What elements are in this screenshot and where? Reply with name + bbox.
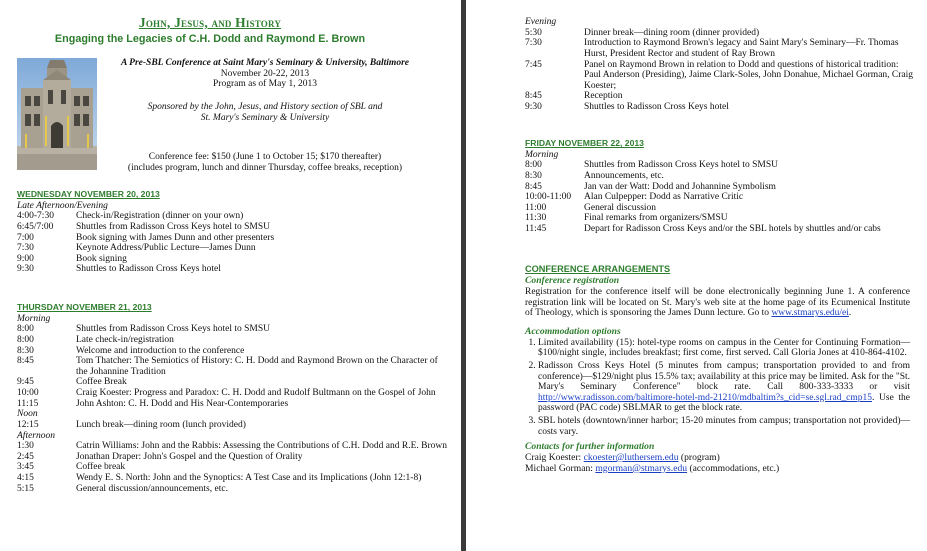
- schedule-row: [17, 233, 447, 244]
- schedule-description: General discussion: [584, 202, 657, 213]
- conference-intro: [100, 58, 430, 123]
- schedule-description: Introduction to Raymond Brown's legacy and Saint Mary's Seminary—Fr. Thomas Hurst, President Rector and student of Ray Brown: [584, 38, 899, 59]
- schedule-time: 2:45: [17, 451, 34, 462]
- schedule-row: [17, 441, 447, 452]
- friday-schedule: [525, 160, 925, 234]
- wednesday-heading: WEDNESDAY NOVEMBER 20, 2013: [17, 189, 160, 199]
- schedule-time: 7:30: [525, 38, 542, 49]
- schedule-time: 9:30: [525, 102, 542, 112]
- schedule-description: Jan van der Watt: Dodd and Johannine Symbolism: [584, 181, 776, 192]
- schedule-description: Dinner break—dining room (dinner provided): [584, 27, 760, 38]
- schedule-row: [525, 91, 915, 102]
- schedule-description: Coffee break: [76, 462, 126, 473]
- registration-body: Registration for the conference itself will be done electronically beginning June 1. A conference registration link will be located on St. Mary's web site at the home page of its Ecumenical Institute of Theology, which is sponsoring the James Dunn lecture. Go to: [525, 287, 910, 319]
- thursday-morning-schedule: [17, 324, 447, 409]
- radisson-booking-link[interactable]: http://www.radisson.com/baltimore-hotel-md-21210/mdbaltim?s_cid=se.sgl.rad_cmp15: [538, 392, 873, 403]
- schedule-row: [17, 335, 447, 346]
- schedule-time: 7:30: [17, 243, 34, 254]
- schedule-row: [17, 473, 447, 484]
- schedule-description: Panel on Raymond Brown in relation to Dodd and questions of historical tradition: Paul Anderson (Presiding), Jaime Clark-Soles, John Donahue, Michael Gorman, Craig Koester;: [584, 59, 914, 91]
- schedule-description: Late check-in/registration: [76, 334, 174, 345]
- thursday-morning-label: Morning: [17, 313, 51, 324]
- schedule-row: [525, 203, 925, 214]
- contacts-heading: Contacts for further information: [525, 441, 655, 453]
- stmarys-ei-link[interactable]: www.stmarys.edu/ei: [771, 308, 849, 319]
- fee-line-1: Conference fee: $150 (June 1 to October 15; $170 thereafter): [148, 152, 382, 162]
- schedule-time: 11:15: [17, 398, 39, 409]
- schedule-time: 11:00: [525, 202, 547, 213]
- conference-fee: [100, 152, 430, 173]
- thursday-section: [17, 303, 447, 494]
- schedule-time: 1:30: [17, 441, 34, 452]
- schedule-time: 12:15: [17, 419, 39, 430]
- schedule-time: 8:00: [17, 334, 34, 345]
- schedule-time: 8:45: [17, 356, 34, 367]
- schedule-description: Depart for Radisson Cross Keys and/or the SBL hotels by shuttles and/or cabs: [584, 224, 881, 234]
- schedule-time: 8:45: [525, 91, 542, 102]
- schedule-time: 11:30: [525, 213, 547, 224]
- schedule-time: 9:30: [17, 264, 34, 275]
- schedule-description: John Ashton: C. H. Dodd and His Near-Contemporaries: [76, 398, 289, 409]
- right-page: [466, 0, 927, 551]
- conference-dates: November 20-22, 2013: [220, 68, 310, 79]
- accommodation-option-3: 3. SBL hotels (downtown/inner harbor; 15-20 minutes from campus; transportation not provided)—costs vary.: [538, 416, 910, 437]
- schedule-description: Announcements, etc.: [584, 170, 664, 181]
- document-subtitle: Engaging the Legacies of C.H. Dodd and Raymond E. Brown: [54, 33, 366, 45]
- schedule-description: Book signing with James Dunn and other presenters: [76, 232, 275, 243]
- schedule-description: Check-in/Registration (dinner on your own): [76, 211, 244, 222]
- seminary-photo: [17, 58, 97, 170]
- schedule-description: Reception: [584, 91, 623, 102]
- schedule-description: Shuttles from Radisson Cross Keys hotel to SMSU: [76, 221, 270, 232]
- wednesday-section: [17, 190, 447, 275]
- schedule-description: General discussion/announcements, etc.: [76, 483, 228, 494]
- registration-end: .: [848, 308, 852, 319]
- accommodation-heading: Accommodation options: [525, 325, 621, 337]
- schedule-time: 4:00-7:30: [17, 211, 54, 222]
- registration-heading: Conference registration: [525, 275, 620, 287]
- schedule-row: [17, 222, 447, 233]
- schedule-row: [525, 38, 915, 59]
- schedule-description: Shuttles from Radisson Cross Keys hotel to SMSU: [76, 324, 270, 335]
- schedule-description: Welcome and introduction to the conference: [76, 345, 245, 356]
- schedule-time: 10:00-11:00: [525, 192, 572, 203]
- schedule-row: [17, 356, 447, 377]
- schedule-description: Jonathan Draper: John's Gospel and the Question of Orality: [76, 451, 303, 462]
- schedule-time: 8:30: [17, 345, 34, 356]
- schedule-row: [17, 243, 447, 254]
- thursday-heading: THURSDAY NOVEMBER 21, 2013: [17, 302, 152, 312]
- schedule-row: [17, 377, 447, 388]
- contact-koester-name: Craig Koester:: [525, 452, 582, 463]
- radisson-end: . Use the password (PAC code) SBLMAR to get the block rate.: [538, 392, 910, 414]
- schedule-description: Shuttles to Radisson Cross Keys hotel: [584, 102, 729, 112]
- schedule-time: 8:45: [525, 181, 542, 192]
- contact-gorman-role: (accommodations, etc.): [689, 462, 780, 474]
- schedule-row: [525, 224, 925, 235]
- radisson-text: Radisson Cross Keys Hotel (5 minutes from campus; transportation provided to and from conference)—$129/night plus 15.5% tax; availability at this price may be limited. Ask for the "St. Mary's Seminary Conference" block rate. Call 800-333-3333 or visit: [538, 360, 910, 393]
- arrangements-heading: CONFERENCE ARRANGEMENTS: [525, 264, 671, 274]
- sponsor-line-2: St. Mary's Seminary & University: [200, 112, 330, 123]
- friday-section: [525, 139, 925, 235]
- schedule-time: 5:30: [525, 27, 542, 38]
- contact-gorman-email[interactable]: mgorman@stmarys.edu: [595, 462, 688, 474]
- schedule-time: 7:00: [17, 232, 34, 243]
- fee-line-2: (includes program, lunch and dinner Thursday, coffee breaks, reception): [127, 162, 403, 173]
- arrangements-section: [525, 264, 910, 474]
- schedule-row: [525, 213, 925, 224]
- friday-morning-label: Morning: [525, 149, 559, 160]
- registration-text: [525, 287, 910, 319]
- conference-description: A Pre-SBL Conference at Saint Mary's Seminary & University, Baltimore: [120, 58, 409, 68]
- schedule-time: 9:00: [17, 253, 34, 264]
- schedule-time: 5:15: [17, 483, 34, 494]
- contact-gorman: [525, 464, 910, 475]
- schedule-row: [525, 60, 915, 92]
- left-page: [0, 0, 462, 551]
- schedule-row: [17, 462, 447, 473]
- schedule-description: Catrin Williams: John and the Rabbis: Assessing the Contributions of C.H. Dodd and R.E. Brown: [76, 441, 447, 452]
- schedule-description: Alan Culpepper: Dodd as Narrative Critic: [584, 192, 744, 203]
- schedule-row: [17, 324, 447, 335]
- schedule-row: [17, 388, 447, 399]
- schedule-row: [17, 484, 447, 495]
- schedule-description: Keynote Address/Public Lecture—James Dunn: [76, 243, 256, 254]
- schedule-description: Craig Koester: Progress and Paradox: C. H. Dodd and Rudolf Bultmann on the Gospel of John: [76, 388, 436, 398]
- thursday-evening-label: Evening: [525, 17, 557, 27]
- schedule-description: Shuttles from Radisson Cross Keys hotel to SMSU: [584, 160, 778, 171]
- schedule-description: Coffee Break: [76, 377, 127, 388]
- schedule-time: 10:00: [17, 388, 39, 398]
- friday-heading: FRIDAY NOVEMBER 22, 2013: [525, 138, 644, 148]
- schedule-row: [17, 254, 447, 265]
- schedule-row: [17, 452, 447, 463]
- thursday-afternoon-label: Afternoon: [17, 430, 55, 441]
- schedule-time: 8:00: [525, 160, 542, 171]
- schedule-row: [525, 160, 925, 171]
- schedule-description: Shuttles to Radisson Cross Keys hotel: [76, 264, 221, 275]
- contact-koester-role: (program): [680, 452, 720, 463]
- schedule-time: 11:45: [525, 224, 547, 234]
- sponsor-line-1: Sponsored by the John, Jesus, and History section of SBL and: [147, 101, 383, 112]
- seminary-building-image: [17, 58, 97, 170]
- schedule-row: [525, 182, 925, 193]
- schedule-time: 9:45: [17, 377, 34, 388]
- schedule-time: 8:00: [17, 324, 34, 335]
- schedule-time: 3:45: [17, 462, 34, 473]
- accommodation-option-1: 1. Limited availability (15): hotel-type rooms on campus in the Center for Continuing Formation—$100/night single, includes breakfast; first come, first served. Call Gloria Jones at 410-864-4102.: [538, 338, 910, 359]
- thursday-noon-schedule: [17, 420, 447, 431]
- wednesday-period: Late Afternoon/Evening: [17, 200, 108, 211]
- schedule-row: [525, 102, 915, 113]
- thursday-noon-label: Noon: [17, 409, 38, 420]
- schedule-row: [525, 192, 925, 203]
- document-title: John, Jesus, and History: [138, 15, 282, 30]
- schedule-time: 4:15: [17, 473, 34, 483]
- schedule-description: Lunch break—dining room (lunch provided): [76, 419, 246, 430]
- program-date: Program as of May 1, 2013: [213, 79, 317, 90]
- wednesday-schedule: [17, 211, 447, 275]
- schedule-description: Final remarks from organizers/SMSU: [584, 213, 728, 224]
- schedule-row: [17, 264, 447, 275]
- thursday-afternoon-schedule: [17, 441, 447, 494]
- schedule-description: Wendy E. S. North: John and the Synoptics: A Test Case and its Implications (John 12:1-8): [76, 473, 422, 483]
- schedule-row: [17, 420, 447, 431]
- schedule-description: Tom Thatcher: The Semiotics of History: C. H. Dodd and Raymond Brown on the Character of the Johannine Tradition: [76, 356, 438, 377]
- schedule-row: [17, 211, 447, 222]
- schedule-row: [525, 171, 925, 182]
- contact-gorman-name: Michael Gorman:: [525, 462, 593, 474]
- schedule-row: [525, 28, 915, 39]
- schedule-row: [17, 346, 447, 357]
- accommodation-list: [525, 338, 910, 438]
- schedule-time: 7:45: [525, 59, 542, 70]
- thursday-evening-schedule: [525, 28, 915, 113]
- schedule-description: Book signing: [76, 253, 127, 264]
- accommodation-option-2: [538, 361, 910, 414]
- thursday-evening-section: [525, 17, 915, 113]
- contact-koester-email[interactable]: ckoester@luthersem.edu: [583, 452, 679, 463]
- schedule-time: 6:45/7:00: [17, 221, 54, 232]
- schedule-time: 8:30: [525, 170, 542, 181]
- schedule-row: [17, 399, 447, 410]
